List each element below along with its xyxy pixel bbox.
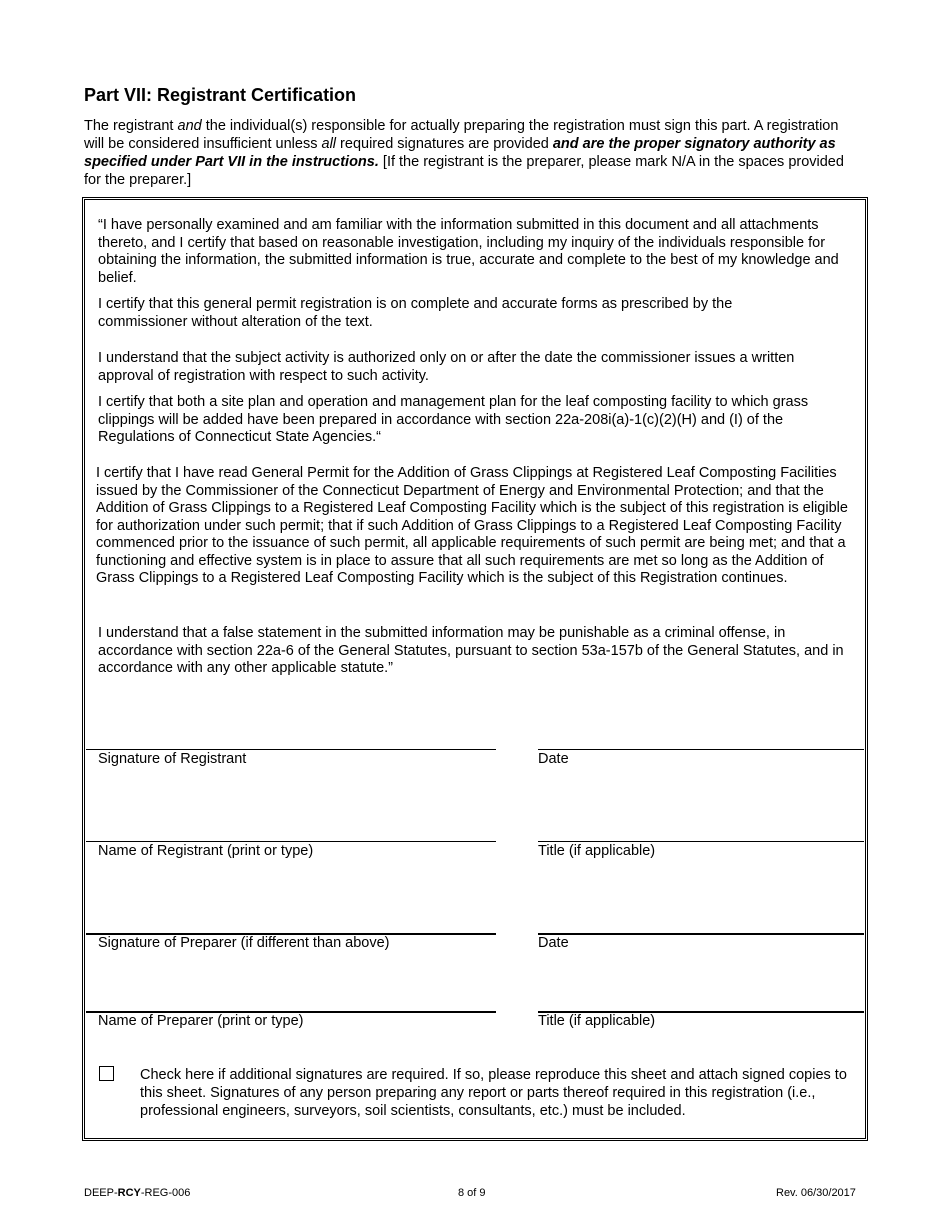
- intro-paragraph: [84, 117, 844, 189]
- form-number: [84, 1187, 190, 1199]
- intro-text-3: the individual(s) responsible for actually preparing the registration must sign this part. A registration will be considered insufficient unless: [84, 118, 839, 152]
- registrant-date-line[interactable]: [538, 749, 864, 750]
- certification-paragraph-1: “I have personally examined and am familiar with the information submitted in this document and all attachments thereto, and I certify that based on reasonable investigation, including my inquiry of the individuals responsible for obtaining the information, the submitted information is true, accurate and complete to the best of my knowledge and belief.: [98, 217, 839, 286]
- registrant-signature-label: Signature of Registrant: [98, 751, 247, 767]
- certification-paragraph-3: I understand that the subject activity is authorized only on or after the date the commissioner issues a written approval of registration with respect to such activity.: [98, 350, 795, 384]
- registrant-name-line[interactable]: [86, 841, 496, 842]
- revision-date: Rev. 06/30/2017: [776, 1187, 856, 1199]
- preparer-signature-label: Signature of Preparer (if different than above): [98, 935, 390, 951]
- certification-paragraph-5: I certify that I have read General Permit for the Addition of Grass Clippings at Registered Leaf Composting Facilities issued by the Commissioner of the Connecticut Department of Energy and Environmental Protection; and that the Addition of Grass Clippings to a Registered Leaf Composting Facility which is the subject of this registration is eligible for authorization under such permit; that if such Addition of Grass Clippings to a Registered Leaf Composting Facility commenced prior to the issuance of such permit, all applicable requirements of such permit are being met; and that a functioning and effective system is in place to assure that all such requirements are met so long as the Addition of Grass Clippings to a Registered Leaf Composting Facility which is the subject of this Registration continues.: [96, 465, 848, 586]
- certification-paragraph-6: I understand that a false statement in the submitted information may be punishable as a criminal offense, in accordance with section 22a-6 of the General Statutes, pursuant to section 53a-157b of the General Statutes, and in accordance with any other applicable statute.”: [98, 625, 844, 676]
- registrant-date-label: Date: [538, 751, 569, 767]
- intro-text-2: and: [177, 118, 202, 134]
- intro-text-6: and are the proper signatory authority as specified under Part VII in the instructions.: [84, 136, 836, 170]
- preparer-name-label: Name of Preparer (print or type): [98, 1013, 304, 1029]
- form-number-suffix: -REG-006: [140, 1187, 191, 1199]
- additional-signatures-text: Check here if additional signatures are required. If so, please reproduce this sheet and attach signed copies to this sheet. Signatures of any person preparing any report or parts thereof required in this registration (i.e., professional engineers, surveyors, soil scientists, consultants, etc.) must be included.: [140, 1067, 847, 1119]
- intro-text-5: required signatures are provided: [336, 136, 553, 152]
- registrant-name-label: Name of Registrant (print or type): [98, 843, 314, 859]
- certification-paragraph-4: I certify that both a site plan and operation and management plan for the leaf composting facility to which grass clippings will be added have been prepared in accordance with section 22a-208i(a)-1(c)(2)(H) and (I) of the Regulations of Connecticut State Agencies.“: [98, 394, 809, 445]
- registrant-title-label: Title (if applicable): [538, 843, 656, 859]
- page-title: Part VII: Registrant Certification: [84, 85, 357, 105]
- preparer-date-label: Date: [538, 935, 569, 951]
- certification-paragraph-2: I certify that this general permit registration is on complete and accurate forms as prescribed by the commissioner without alteration of the text.: [98, 296, 733, 330]
- preparer-date-line[interactable]: [538, 933, 864, 935]
- registrant-signature-line[interactable]: [86, 749, 496, 750]
- page-number: 8 of 9: [458, 1187, 486, 1199]
- intro-text-1: The registrant: [84, 118, 178, 134]
- preparer-title-label: Title (if applicable): [538, 1013, 656, 1029]
- form-number-prefix: DEEP-: [84, 1187, 118, 1199]
- form-number-bold: RCY: [117, 1187, 141, 1199]
- registrant-title-line[interactable]: [538, 841, 864, 842]
- intro-text-4: all: [321, 136, 337, 152]
- additional-signatures-checkbox[interactable]: [99, 1066, 114, 1081]
- intro-text-7: [If the registrant is the preparer, please mark N/A in the spaces provided for the preparer.]: [84, 154, 844, 188]
